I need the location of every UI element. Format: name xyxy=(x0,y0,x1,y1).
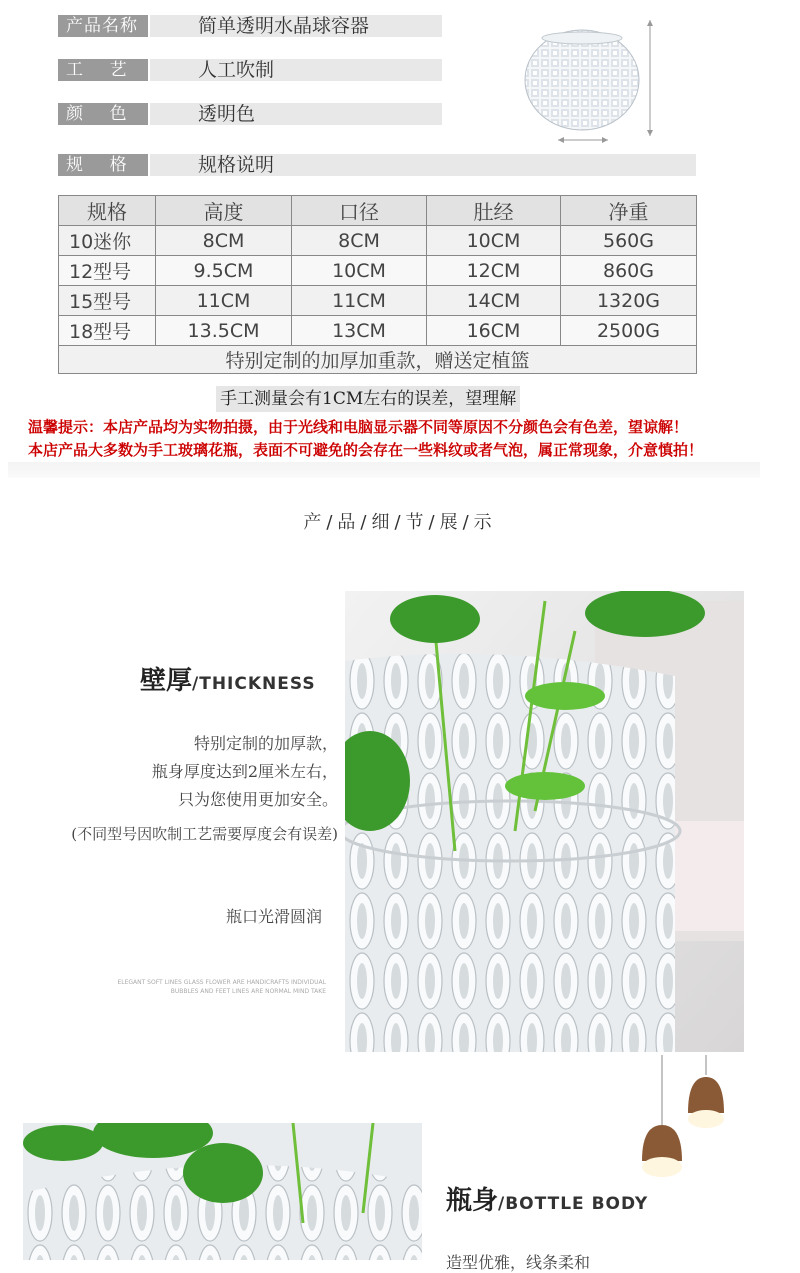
divider xyxy=(8,462,760,478)
spec-value-name: 简单透明水晶球容器 xyxy=(150,15,442,37)
spec-value-color: 透明色 xyxy=(150,103,442,125)
warning-tip-1: 温馨提示：本店产品均为实物拍摄，由于光线和电脑显示器不同等原因不分颜色会有色差，望谅解！ xyxy=(28,418,689,436)
table-cell: 16CM xyxy=(427,316,561,346)
fine-print-line: BUBBLES AND FEET LINES ARE NORMAL MIND TAKE xyxy=(170,988,326,995)
thickness-photo xyxy=(345,591,744,1052)
table-cell: 10CM xyxy=(292,256,427,286)
table-cell: 18型号 xyxy=(59,316,156,346)
table-cell: 860G xyxy=(561,256,697,286)
product-thumbnail xyxy=(520,18,670,148)
thickness-heading xyxy=(140,660,316,697)
table-header-cell: 高度 xyxy=(156,196,292,226)
table-cell: 12CM xyxy=(427,256,561,286)
table-row xyxy=(59,226,697,256)
spec-label-name: 产品名称 xyxy=(58,15,148,37)
table-footer-row xyxy=(59,346,697,374)
measure-note: 手工测量会有1CM左右的误差，望理解 xyxy=(216,386,520,412)
thickness-line-1: 特别定制的加厚款， xyxy=(193,734,338,753)
table-cell: 2500G xyxy=(561,316,697,346)
table-cell: 13CM xyxy=(292,316,427,346)
bottle-body-photo xyxy=(23,1123,422,1260)
table-cell: 10迷你 xyxy=(59,226,156,256)
table-cell: 12型号 xyxy=(59,256,156,286)
spec-label-size: 规 格 xyxy=(58,154,148,176)
thickness-title-cn: 壁厚 xyxy=(140,666,193,696)
table-row xyxy=(59,256,697,286)
fine-print-line: ELEGANT SOFT LINES GLASS FLOWER ARE HANDICRAFTS INDIVIDUAL xyxy=(117,979,326,986)
spec-label-color: 颜 色 xyxy=(58,103,148,125)
spec-value-size: 规格说明 xyxy=(150,154,696,176)
table-cell: 14CM xyxy=(427,286,561,316)
table-cell: 11CM xyxy=(156,286,292,316)
thickness-note: (不同型号因吹制工艺需要厚度会有误差) xyxy=(71,825,338,843)
table-cell: 10CM xyxy=(427,226,561,256)
bottle-body-line: 造型优雅，线条柔和 xyxy=(446,1253,591,1272)
spec-value-craft: 人工吹制 xyxy=(150,59,442,81)
fine-print xyxy=(117,978,326,996)
bottle-body-heading xyxy=(446,1180,648,1217)
table-row xyxy=(59,316,697,346)
bottle-body-title-cn: 瓶身 xyxy=(446,1186,499,1216)
thickness-line-3: 只为您使用更加安全。 xyxy=(177,790,338,809)
table-cell: 15型号 xyxy=(59,286,156,316)
leaf-shape xyxy=(390,595,480,643)
spec-label-craft: 工 艺 xyxy=(58,59,148,81)
table-cell: 1320G xyxy=(561,286,697,316)
table-footer: 特别定制的加厚加重款，赠送定植篮 xyxy=(59,346,697,374)
table-header-cell: 口径 xyxy=(292,196,427,226)
table-header-cell: 规格 xyxy=(59,196,156,226)
thickness-line-2: 瓶身厚度达到2厘米左右， xyxy=(151,762,338,781)
thickness-title-en: /THICKNESS xyxy=(192,674,316,694)
table-cell: 8CM xyxy=(156,226,292,256)
table-row xyxy=(59,286,697,316)
table-cell: 9.5CM xyxy=(156,256,292,286)
bottle-body-title-en: /BOTTLE BODY xyxy=(498,1194,649,1214)
table-header-row xyxy=(59,196,697,226)
rim-caption: 瓶口光滑圆润 xyxy=(225,907,322,926)
table-header-cell: 肚经 xyxy=(427,196,561,226)
warning-tip-2: 本店产品大多数为手工玻璃花瓶，表面不可避免的会存在一些料纹或者气泡，属正常现象，介意慎拍！ xyxy=(28,441,704,459)
table-cell: 13.5CM xyxy=(156,316,292,346)
pendant-lamp-icon xyxy=(636,1055,726,1185)
section-title: 产/品/细/节/展/示 xyxy=(303,512,497,533)
table-cell: 11CM xyxy=(292,286,427,316)
table-cell: 8CM xyxy=(292,226,427,256)
table-cell: 560G xyxy=(561,226,697,256)
size-table xyxy=(58,195,697,374)
crystal-ball-vase-icon xyxy=(520,18,670,148)
table-header-cell: 净重 xyxy=(561,196,697,226)
